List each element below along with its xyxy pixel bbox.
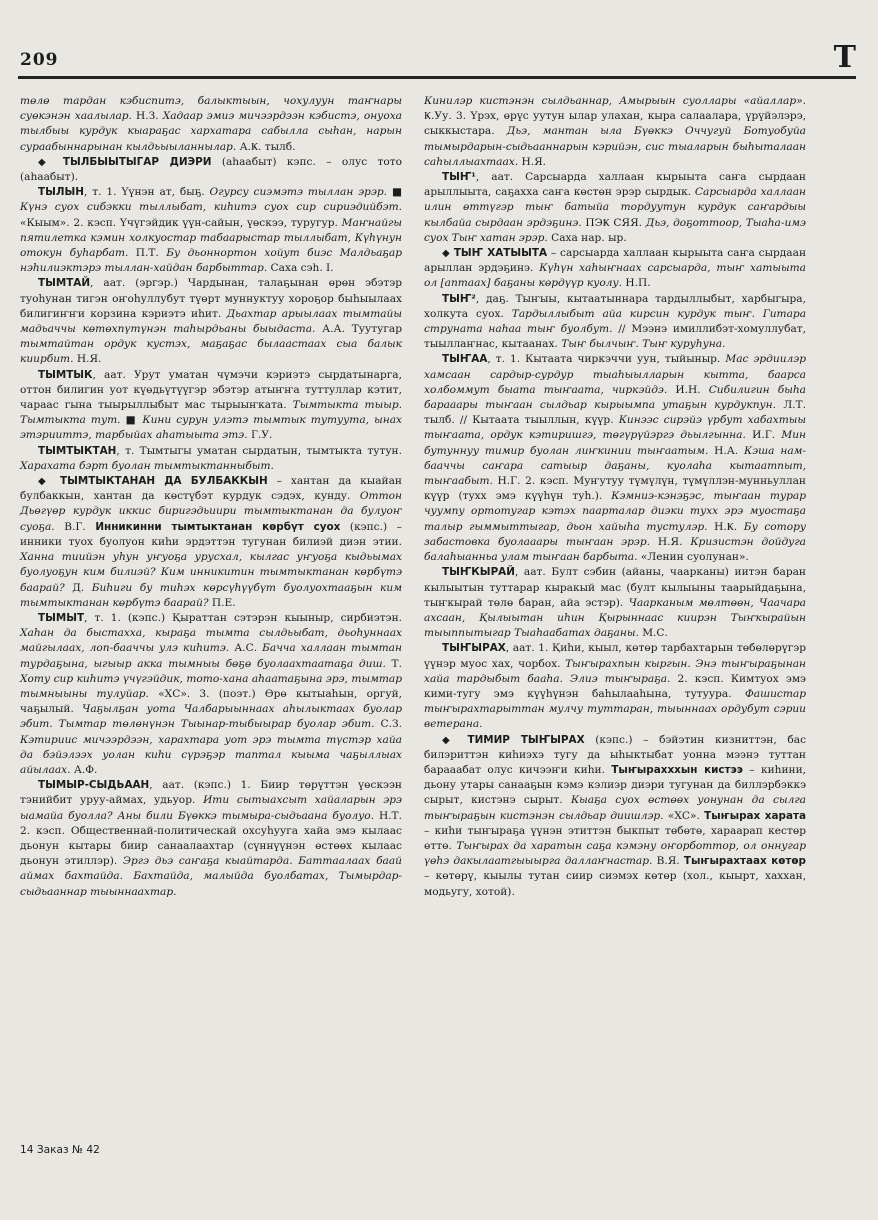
dictionary-entry [20, 94, 402, 155]
definition-text: (кэпс.) – инники туох буолуон киһи эрдэттэн тугунан билиэй диэн этии. [20, 520, 402, 548]
example-text: Тыҥырах да харатын саҕа кэмэну оҥорботтор, ол оннугар үөһэ дакылаатгыыырга даллаҥнастар. [424, 839, 806, 868]
example-text: тымтайтан ордук кустэх, маҕаҕас былаастаах сыа балык киирбит. [20, 338, 402, 366]
definition-text: Л.Т. тылб. // Кытаата тыыллын, күүр. [424, 399, 806, 427]
example-text: Сарсыарда халлаан илин өттүгэр тыҥ батыйа тордуутун курдук саҥардыы кылбайа сырдаан эрдэҕинэ. [424, 186, 806, 229]
definition-text: ПЭҜ СЯЯ. [581, 216, 646, 229]
idiom-bullet-icon: ◆ [442, 734, 468, 746]
example-text: Чаарканым мөлтөөн, Чаачара ахсаан, Қылыытан иһин Қырыннаас киирэн Тыҥкырайын тыыппытыгар Тыаһаабатах даҕаны. [424, 596, 806, 640]
dictionary-entry [424, 292, 806, 353]
definition-text: И.Н. [667, 383, 709, 396]
definition-text: , аат. Сарсыарда халлаан кырыыта саҥа сырдаан арыллыыта, саҕахха саҥа көстөн эрэр сырдык. [424, 171, 806, 199]
headword: ТЫМТЫК [38, 368, 93, 381]
example-text: Күһүн хаһыҥнаах сарсыарда, тыҥ хатыыта ол [аптаах] баҕаны көрдүүр куолу. [424, 262, 806, 290]
example-text: Бу сотору забастовка буолааары тыҥаан эрэр. [424, 520, 806, 548]
definition-text: «Кыым». 2. кэсп. Үчүгэйдик үүн-сайын, үөскээ, туругур. [20, 216, 342, 229]
page-header [18, 40, 856, 79]
example-text: Биһиги бу тиһэх көрсүһүүбүт буолуохтааҕын ким тымтыктанан көрбүтэ баарай? [20, 581, 402, 609]
dictionary-entry [424, 565, 806, 641]
example-text: Кэтириис мичээрдээн, харахтара уот эрэ тымта түстэр хайа да бэйэлээх уолан киһи сүрэҕэр таптал кыыма чаҕыллыах айылаах. [20, 733, 402, 776]
idiom-bullet-icon: ◆ [38, 476, 60, 488]
definition-text: А.Ф. [70, 763, 98, 776]
example-text: Дьэ, доҕоттоор, Тыаһа-имэ суох Тыҥ хатан эрэр. [424, 216, 806, 244]
example-text: төлө тардан кэбиспитэ, балыктыын, чохулуун таҥнары суөкэнэн хаалылар. [20, 95, 402, 123]
headword: ТЫҤ² [442, 292, 476, 305]
example-text: Дьэ, мантан ыла Бүөккэ Оччугуй Ботуобуйа тымырдарын-сыдьааннарын кэрийэн, сис тыаларын быһыталаан саһыллыахтаах. [424, 125, 806, 168]
example-text: Эргэ дьэ саҥаҕа кыайтарда. Баттаалаах баай аймах бахтайда. Бахтайда, малыйда буолбатах, Тымырдар-сыдьааннар тыыннаахтар. [20, 855, 402, 898]
definition-text: А.Ҝ. тылб. [236, 140, 296, 153]
idiom-bullet-icon: ◆ [38, 156, 63, 168]
headword: ТЫМЫР-СЫДЬААН [38, 779, 150, 792]
definition-text: (кэпс.) – бэйэтин кизниттэн, бас билэриттэн киһиэхэ тугу да ыһыктыбат уонна мээнэ туттан барааабат олус кичээҥи киһи. [424, 733, 807, 776]
example-text: Хоту сир киһитэ үчүгэйдик, тото-хана аһаатаҕына эрэ, тымтар тымныыны тулуйар. [20, 672, 402, 700]
definition-text: – киһини, дьону утары санааҕын кэмэ кэлиэр диэри тугунан да биллэрбэккэ сырыт, кистэнэ сырыт. [424, 763, 807, 807]
definition-text: Т. [385, 657, 402, 670]
dictionary-entry [424, 170, 806, 246]
example-text: Кинилэр кистэнэн сылдьаннар, Амырыын суоллары «айаллар». [424, 95, 806, 107]
definition-text: , даҕ. Тыҥыы, кытаатыннара тардыллыбыт, харбыгыра, холкута суох. [424, 292, 806, 320]
example-text: Кризистэн дойдуга балаһыанньа улам тыҥаан барбыта. [424, 535, 807, 564]
definition-text: Саха сэh. I. [267, 262, 334, 275]
definition-text: , аат. (эргэр.) Чардынан, талаҕынан өрөн эбэтэр туоһунан тигэн оҥоһуллубут түөрт муннуктуу хороҕор быһыылаах билигиҥҥи корзина кэриэтэ иһит. [20, 277, 402, 320]
definition-text: Д. [64, 581, 92, 594]
example-text: Дьахтар арыылаах тымтайы мадьаччы көтөхпүтүнэн таһырдьаны быыдаста. [20, 307, 403, 336]
example-text: Кэша нам-бааччы саҥара сатыыр даҕаны, куолаһа кытаатпыт, тыҥаабыт. [424, 444, 806, 488]
dictionary-entry [424, 94, 806, 170]
example-text: Харахата бэрт буолан тымтыктанныбыт. [20, 459, 274, 472]
definition-text: В.Г. [54, 520, 96, 533]
definition-text: Н.А. [708, 444, 745, 457]
definition-text: Н.Я. [518, 155, 547, 168]
definition-text: М.С. [638, 627, 668, 640]
definition-text: , т. Тымтыгы уматан сырдатын, тымтыкта тутун. [116, 444, 402, 457]
example-text: Тыҥ былчыҥ. Тыҥ куруһуна. [561, 338, 726, 351]
dictionary-entry [20, 368, 402, 444]
definition-text: Н.З. [131, 110, 163, 123]
definition-text: П.Е. [208, 596, 236, 609]
right-column [424, 94, 806, 900]
example-text: Бу дьоннортон хойут биэс Малдьаҕар нэһилиэктэрэ тыллан-хайдан барбыттар. [20, 247, 402, 275]
definition-text: А.А. Туутугар [315, 323, 402, 336]
headword: ТЫҤЫРАХ [442, 642, 506, 655]
headword: ТЫМТЫКТАНАН ДА БУЛБАККЫН [60, 475, 268, 488]
headword: ТЫҤАА [442, 353, 488, 366]
headword: ТЫҤ ХАТЫЫТА [453, 247, 548, 260]
headword: ТЫЛЫН [38, 186, 84, 199]
dictionary-entry [424, 641, 806, 732]
example-text: Огурсу сиэмэтэ тыллан эрэр. ■ Күнэ суох сибэкки тыллыбат, киһитэ суох сир сириэдийбэт. [20, 186, 402, 214]
definition-text: А.С. [229, 642, 263, 655]
headword: ТЫЛБЫЫТЫГАР ДИЭРИ [62, 155, 212, 168]
dictionary-entry [424, 246, 806, 292]
dictionary-entry [20, 444, 402, 474]
example-text: Фашистар тыҥырахтарыттан мулчу туттаран, тыыннаах ордубут сэрии ветерана. [424, 687, 806, 731]
example-text: Кинээс сирэйэ үрбут хабахтыы тыҥаата, ордук кэтиришгэ, төгүрүйэргэ дьылгынна. [424, 414, 806, 442]
definition-text: Н.Я. [73, 353, 102, 366]
definition-text: Н.Т. 2. кэсп. Общественнай-политическай охсуһууга хайа эмэ кылаас дьонун кытары биир санаалаахтар (сүннүүнэн өстөөх кылаас дьонун этиллэр). [20, 809, 402, 868]
headword: ТЫҤКЫРАЙ [442, 566, 515, 579]
definition-text: П.Т. [128, 247, 167, 260]
headword: ТЫМТЫКТАН [38, 444, 117, 457]
idiom-bullet-icon: ◆ [442, 248, 454, 260]
dictionary-entry [20, 611, 402, 778]
definition-text: Г.У. [247, 429, 273, 442]
dictionary-entry [20, 474, 402, 611]
example-text: Оттон Дьөгүөр курдук иккис биригэдьиири тымтыктанан да булуоҥ суоҕа. [20, 490, 402, 533]
headword: Тыҥырахххын кистээ [611, 763, 743, 776]
definition-text: – сарсыарда халлаан кырыыта саҥа сырдаан арыллан эрдэҕинэ. [424, 247, 807, 275]
example-text: Ханна тиийэн уһун уҥуоҕа урусхал, кылгас уҥуоҕа кыдьымах буолуоҕун ким билиэй? Ким инникитин тымтыктанан көрбүтэ баарай? [20, 551, 402, 594]
definition-text: , аат. 1. Қиһи, кыыл, көтөр тарбахтарын төбөлөрүгэр үүнэр муос хах, чорбох. [424, 642, 806, 670]
definition-text: Н.Г. 2. кэсп. Муҥутуу түмүлүн, түмүллэн-мунньуллан күүр (тухх эмэ күүһүн туһ.). [424, 475, 806, 503]
definition-text: , т. 1. Үүнэн ат, быҕ. [83, 186, 210, 199]
definition-text: Н.Ҝ. [707, 520, 744, 533]
dictionary-entry [424, 352, 806, 565]
headword: Тыҥырахтаах көтөр [683, 855, 806, 868]
example-text: Бачча халлаан тымтан турдаҕына, ыгыыр акка тымныы бөҕө буолаахтаатаҕа диш. [20, 642, 402, 670]
example-text: Сибилигин быһа барааары тыҥаан сылдьар кырыымпа утаҕын курдукпун. [424, 383, 806, 412]
definition-text: – көтөрү, кыылы тутан сиир сиэмэх көтөр (хол., кыырт, хаххан, модьугу, хотой). [424, 870, 806, 898]
printer-footnote: 14 Заказ № 42 [20, 1144, 100, 1156]
definition-text: , т. 1. Кытаата чиркэччи уун, тыйыныр. [487, 353, 726, 366]
headword: ТЫҤ¹ [442, 171, 476, 184]
definition-text: «ХС». [663, 809, 705, 822]
definition-text: В.Я. [652, 855, 684, 868]
dictionary-entry [20, 778, 402, 900]
headword: ТЫМЫТ [38, 611, 85, 624]
section-letter: Т [833, 40, 856, 75]
definition-text: «ХС». 3. (поэт.) Өрө кытыаһын, оргуй, чаҕылый. [20, 687, 402, 716]
definition-text: «Ленин суолунан». [637, 551, 749, 564]
example-text: Ити сытыахсыт хайаларын эрэ ыамайа буолла? Аны били Бүөккэ тымыра-сыдьаана буолуо. [20, 794, 402, 822]
left-column [20, 94, 402, 900]
dictionary-entry [424, 733, 806, 900]
definition-text: Н.Я. [650, 535, 691, 548]
headword: ТЫМТАЙ [38, 277, 91, 290]
definition-text: (аhаабыт) кэпс. – олус тото (аhаабыт). [20, 155, 402, 184]
example-text: Маҥнайгы пятилетка кэмин холкуостар табаарыстар тыллыбат, Күһүнун отокун буһарбат. [20, 216, 402, 260]
definition-text: С.З. [374, 718, 402, 731]
example-text: Мин бутуннуу тимир буолан лиҥкинии тыҥаатым. [424, 429, 806, 457]
definition-text: Саха нар. ыр. [547, 231, 627, 244]
example-text: Тыҥырахпын кыргын. Энэ тыҥыраҕынан хайа тардыбыт бааһа. Элиэ тыҥыраҕа. [424, 657, 806, 685]
example-text: Чаҕылҕан уота Чалбарыыннаах аһылыктаах буолар эбит. Тымтар төлөнүнэн Тыынар-тыбыырар буолар эбит. [20, 703, 402, 731]
definition-text: , аат. Урут уматан чүмэчи кэриэтэ сырдатынарга, оттон билигин уот күөдьүтүүгэр эбэтэр атыҥҥа туттуллар кэтит, чараас гына тыырыллыбыт мас тырыыҥката. [20, 368, 402, 412]
definition-text: , т. 1. (кэпс.) Қыраттан сэтэрэн кыыныр, сирбиэтэн. [84, 611, 402, 624]
dictionary-entry [20, 276, 402, 367]
definition-text: Н.П. [622, 277, 651, 290]
example-text: Хадаар эмиэ мичээрдээн кэбистэ, онуоха тылбыы курдук кыараҕас хархатара сабылла сыһан, нарын сураабыннарынан кылдьыыланнылар. [20, 110, 402, 153]
headword: ТИМИР ТЫҤЫРАХ [467, 733, 585, 746]
definition-text: – хантан да кыайан булбаккын, хантан да көстүбэт курдук сэдэх, кунду. [20, 475, 402, 503]
definition-text: , аат. (кэпс.) 1. Биир төрүттэн үөскээн тэнийбит уруу-аймах, удьуор. [20, 779, 402, 807]
definition-text: , аат. Булт сэбин (айаны, чаарканы) иитэн баран кылыытын туттарар кыракый мас (булт кылыыны таарыйдаҕына, тыҥкырай төлө баран, айа эстэр). [424, 566, 806, 609]
definition-text: И.Г. [745, 429, 782, 442]
headword: Инникинни тымтыктанан көрбүт суох [95, 520, 341, 533]
example-text: Тымтыкта тыыр. Тымтыкта тут. ■ Кини сурун улэтэ тымтык тутуута, ынах этэрииттэ, тарбыйах аһатыыта этэ. [20, 399, 402, 442]
example-text: Кэмниэ-кэнэҕэс, тыҥаан турар чуумпу ортотугар кэтэх паарталар диэки тухх эрэ муостаҕа талыр гыммыттыгар, дьон хайыһа тустулэр. [424, 490, 806, 533]
dictionary-entry [20, 185, 402, 276]
definition-text: Ҝ.Уу. 3. Үрэх, өрүс уутун ылар улахан, кыра салаалара, үрүйэлэрэ, сыккыстара. [424, 110, 806, 138]
definition-text: 2. кэсп. Кимтуох эмэ кими-тугу эмэ күүһүнэн баһылааһына, тутуура. [424, 672, 806, 700]
example-text: Мас эрдиилэр хамсаан сардыр-сурдур тыаһыылларын кытта, баарса холбоммут быата тыҥаата, чиркэйдэ. [424, 353, 806, 396]
headword: Тыҥырах харата [704, 809, 806, 822]
definition-text: – киһи тыҥыраҕа үүнэн этиттэн быкпыт төбөтө, хараарап кестөр өттө. [424, 824, 806, 852]
page-number: 209 [20, 50, 59, 70]
definition-text: // Мээнэ имиллибэт-хомуллубат, тыыллаҥнас, кытаанах. [424, 323, 806, 351]
example-text: Кыаҕа суох өстөөх уонунан да сылга тыҥыраҕын кистэнэн сылдьар диишлэр. [424, 794, 806, 822]
example-text: Тардыллыбыт айа кирсин курдук тыҥ. Гитара струната наһаа тыҥ буолбут. [424, 307, 807, 336]
dictionary-entry [20, 155, 402, 185]
example-text: Хаһан да быстахха, кыраҕа тымта сылдьыбат, дьоһуннаах майгылаах, лоп-бааччы улэ киһитэ. [20, 627, 402, 655]
